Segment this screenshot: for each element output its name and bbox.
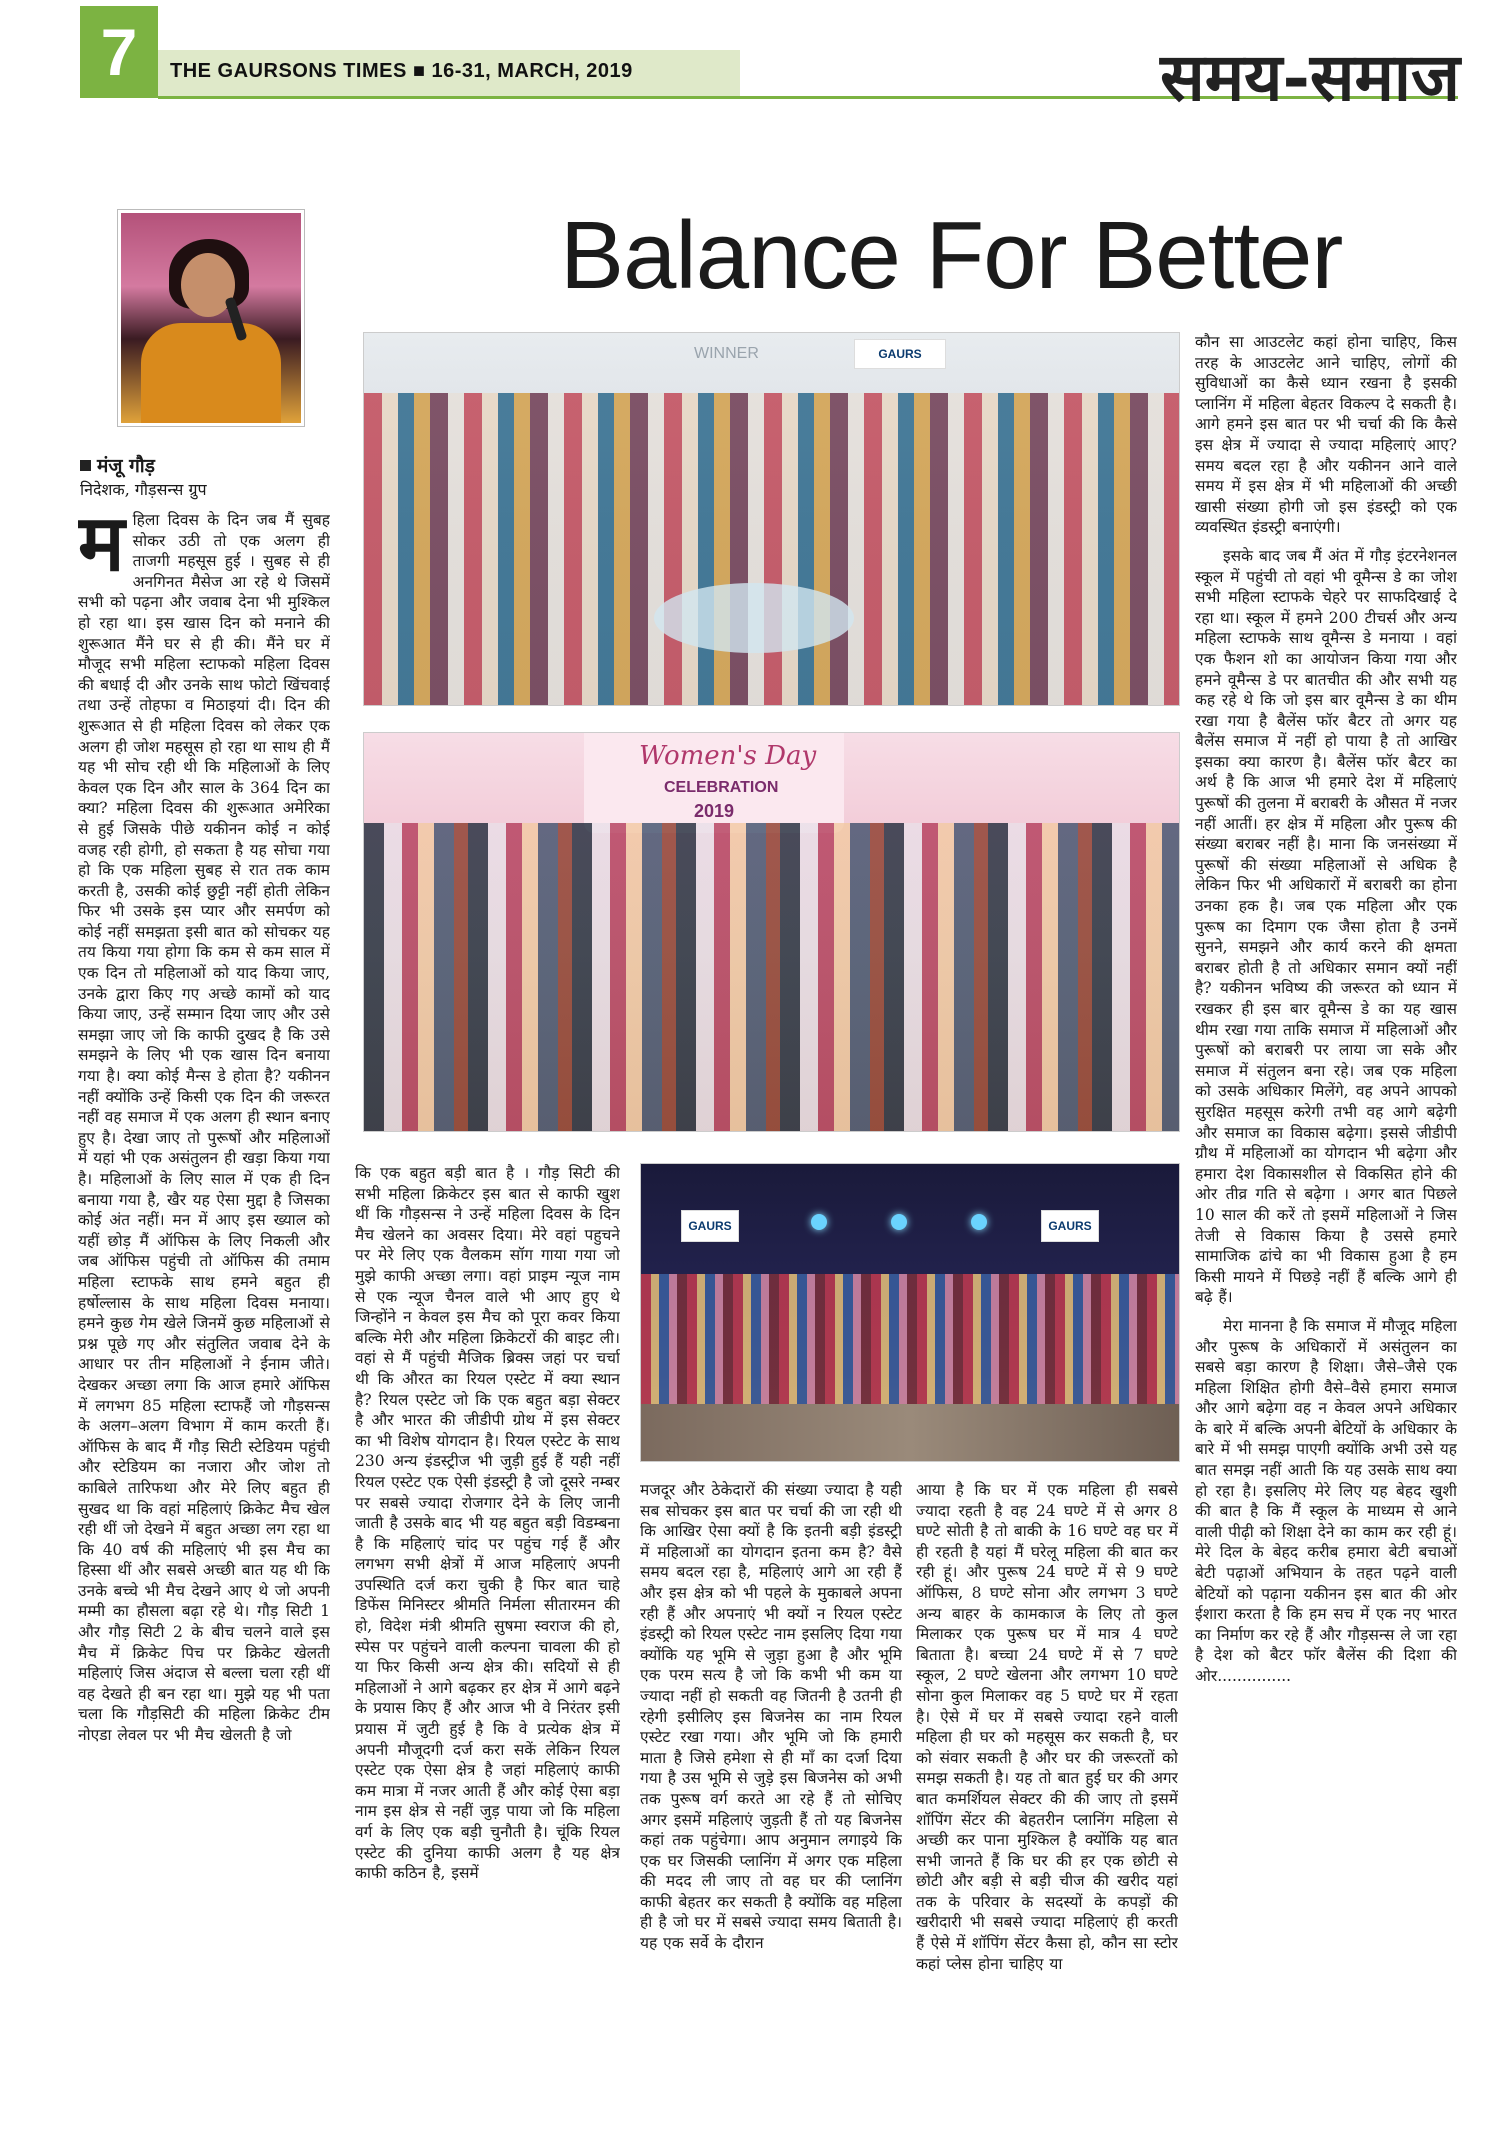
paragraph: मेरा मानना है कि समाज में मौजूद महिला और पुरूष के अधिकारों में असंतुलन का सबसे बड़ा कारण है शिक्षा। जैसे–जैसे एक महिला शिक्षित होगी वैसे–वैसे हमारा समाज और आगे बढ़ेगा वह न केवल अपने अधिकार के बारे में बल्कि अपनी बेटियों के अधिकार के बारे में भी समझ पाएगी क्योंकि अभी उसे यह बात समझ नहीं आती कि यह उसके साथ क्या हो रहा है। इसलिए मेरे लिए यह बेहद खुशी की बात है कि मैं स्कूल के माध्यम से आने वाली पीढ़ी को शिक्षा देने का काम कर रही हूं। मेरे दिल के बेहद करीब हमारा बेटी बचाओं बेटी पढ़ाओं अभियान के तहत पढ़ने वाली बेटियों को पढ़ाना यकीनन इस बात की ओर ईशारा करता है कि हम सच में एक नए भारत का निर्माण कर रहे हैं और गौड़सन्स ले जा रहा है देश को बैटर फॉर बैलेंस की दिशा की ओर............... (1195, 1316, 1457, 1685)
paragraph: कौन सा आउटलेट कहां होना चाहिए, किस तरह के आउटलेट आने चाहिए, लोगों की सुविधाओं का कैसे ध्यान रखना है इसकी प्लानिंग में महिला बेहतर विकल्प दे सकती है। आगे हमने इस बात पर भी चर्चा की कि कैसे इस क्षेत्र में ज्यादा से ज्यादा महिलाएं आए? समय बदल रहा है और यकीनन आने वाले समय में इस क्षेत्र में भी महिलाओं की अच्छी खासी संख्या होगी जो इस इंडस्ट्री को एक व्यवस्थित इंडस्ट्री बनाएंगी। (1195, 333, 1457, 537)
group-photo-event-hall (640, 1163, 1180, 1462)
article-column-5 (1195, 332, 1457, 2125)
author-role: निदेशक, गौड़सन्स ग्रुप (80, 480, 207, 499)
author-name: मंजू गौड़ (80, 452, 155, 478)
masthead-title: THE GAURSONS TIMES ■ 16-31, MARCH, 2019 (170, 60, 633, 82)
photo3-logo-right: GAURS (1041, 1210, 1099, 1242)
page-number: 7 (80, 6, 158, 98)
stage-light (891, 1214, 907, 1230)
group-photo-office (363, 332, 1180, 706)
paragraph: कि एक बहुत बड़ी बात है । गौड़ सिटी की सभी महिला क्रिकेटर इस बात से काफी खुश थीं कि गौड़सन्स ने उन्हें महिला दिवस के दिन मैच खेलने का अवसर दिया। मेरे वहां पहुचने पर मेरे लिए एक वैलकम सॉग गाया गया जो मुझे काफी अच्छा लगा। वहां प्राइम न्यूज नाम से एक न्यूज चैनल वाले भी आए हुए थे जिन्होंने न केवल इस मैच को पूरा कवर किया बल्कि मेरी और महिला क्रिकेटरों की बाइट ली। वहां से मैं पहुंची मैजिक ब्रिक्स जहां पर चर्चा थी कि औरत का रियल एस्टेट में क्या स्थान है? रियल एस्टेट जो कि एक बहुत बड़ा सेक्टर है और भारत की जीडीपी ग्रोथ में इस सेक्टर का भी विशेष योगदान है। रियल एस्टेट के साथ 230 अन्य इंडस्ट्रीज भी जुड़ी हुई हैं यही नहीं रियल एस्टेट एक ऐसी इंडस्ट्री है जो दूसरे नम्बर पर सबसे ज्यादा रोजगार देने के लिए जानी जाती है उसके बाद भी यह बहुत बड़ी विडम्बना है कि महिलाएं चांद पर पहुंच गई हैं और लगभग सभी क्षेत्रों में आज महिलाएं अपनी उपस्थिति दर्ज करा चुकी है फिर बात चाहे डिफेंस मिनिस्टर श्रीमति निर्मला सीतारमन की हो, विदेश मंत्री श्रीमति सुषमा स्वराज की हो, स्पेस पर पहुंचने वाली कल्पना चावला की हो या फिर किसी अन्य क्षेत्र की। सदियों से ही महिलाओं ने आगे बढ़कर हर क्षेत्र में आगे बढ़ने के प्रयास किए हैं और आज भी वे निरंतर इसी प्रयास में जुटी हुई है कि वे प्रत्येक क्षेत्र में अपनी मौजूदगी दर्ज करा सकें लेकिन रियल एस्टेट एक ऐसा क्षेत्र है जहां महिलाएं काफी कम मात्रा में नजर आती हैं और कोई ऐसा बड़ा नाम इस क्षेत्र से नहीं जुड़ पाया जो कि महिला वर्ग के लिए एक बड़ी चुनौती है। चूंकि रियल एस्टेट की दुनिया काफी अलग है यह क्षेत्र काफी कठिन है, इसमें (355, 1164, 620, 1883)
paragraph: हिला दिवस के दिन जब मैं सुबह सोकर उठी तो एक अलग ही ताजगी महसूस हुई । सुबह से ही अनगिनत मैसेज आ रहे थे जिसमें सभी को पढ़ना और जवाब देना भी मुश्किल हो रहा था। इस खास दिन को मनाने की शुरूआत मैंने घर से ही की। मैंने घर में मौजूद सभी महिला स्टाफको महिला दिवस की बधाई दी और उनके साथ फोटो खिंचवाई तथा उन्हें तोहफा व मिठाइयां दी। दिन की शुरूआत से ही महिला दिवस को लेकर एक अलग ही जोश महसूस हो रहा था साथ ही मैं यह भी सोच रही थी कि महिलाओं के लिए केवल एक दिन और साल के 364 दिन का क्या? महिला दिवस की शुरूआत अमेरिका से हुई जिसके पीछे यकीनन कोई न कोई वजह रही होगी, हो सकता है यह सोचा गया हो कि एक महिला सुबह से रात तक काम करती है, उसकी कोई छुट्टी नहीं होती लेकिन फिर भी उसके इस प्यार और समर्पण को कोई नहीं समझता इसी बात को सोचकर यह तय किया गया होगा कि कम से कम साल में एक दिन तो महिलाओं को याद किया जाए, उनके द्वारा किए गए अच्छे कामों को याद किया जाए, उन्हें सम्मान दिया जाए और उसे समझा जाए जो कि काफी दुखद है कि उसे समझने के लिए भी एक खास दिन बनाया गया है। क्या कोई मैन्स डे होता है? यकीनन नहीं क्योंकि उन्हें किसी एक दिन की जरूरत नहीं वह समाज में एक अलग ही स्थान बनाए हुए है। देखा जाए तो पुरूषों और महिलाओं में यहां भी एक असंतुलन ही खड़ा किया गया है। महिलाओं के लिए साल में एक ही दिन बनाया गया है, खैर यह ऐसा मुद्दा है जिसका कोई अंत नहीं। मन में आए इस ख्याल को यहीं छोड़ मैं ऑफिस के लिए निकली और जब ऑफिस पहुंची तो ऑफिस की तमाम महिला स्टाफके साथ हमने बहुत ही हर्षोल्लास के साथ महिला दिवस मनाया। हमने कुछ गेम खेले जिनमें कुछ महिलाओं से प्रश्न पूछे गए और संतुलित जवाब देने के आधार पर तीन महिलाओं ने ईनाम जीते। देखकर अच्छा लगा कि आज हमारे ऑफिस में लगभग 85 महिला स्टाफहैं जो गौड़सन्स के अलग–अलग विभाग में काम करती हैं। ऑफिस के बाद मैं गौड़ सिटी स्टेडियम पहुंची और स्टेडियम का नजारा और जोश तो काबिले तारिफथा और मेरे लिए बहुत ही सुखद था कि वहां महिलाएं क्रिकेट मैच खेल रही थीं जो देखने में बहुत अच्छा लग रहा था कि 40 वर्ष की महिलाएं भी इस मैच का हिस्सा थीं और सबसे अच्छी बात यह थी कि उनके बच्चे भी मैच देखने आए थे जो अपनी मम्मी का हौसला बढ़ा रहे थे। गौड़ सिटी 1 और गौड़ सिटी 2 के बीच चलने वाले इस मैच में क्रिकेट पिच पर क्रिकेट खेलती महिलाएं जिस अंदाज से बल्ला चला रही थीं वह देखते ही बन रहा था। मुझे यह भी पता चला कि गौड़सिटी की महिला क्रिकेट टीम नोएडा लेवल पर भी मैच खेलती है जो (78, 511, 330, 1745)
photo1-logo: GAURS (854, 339, 946, 369)
article-column-3 (640, 1480, 902, 2125)
section-title: समय-समाज (1160, 38, 1460, 116)
article-column-1 (78, 510, 330, 2125)
photo3-logo-left: GAURS (681, 1210, 739, 1242)
paragraph: मजदूर और ठेकेदारों की संख्या ज्यादा है यही सब सोचकर इस बात पर चर्चा की जा रही थी कि आखिर ऐसा क्यों है कि इतनी बड़ी इंडस्ट्री में महिलाओं का योगदान इतना कम है? वैसे समय बदल रहा है, महिलाएं आगे आ रही हैं और इस क्षेत्र को भी पहले के मुकाबले अपना रही हैं और अपनाएं भी क्यों न रियल एस्टेट इंडस्ट्री को रियल एस्टेट नाम इसलिए दिया गया क्योंकि यह भूमि से जुड़ा हुआ है और भूमि एक परम सत्य है जो कि कभी भी कम या ज्यादा नहीं हो सकती वह जितनी है उतनी ही रहेगी इसीलिए इस बिजनेस का नाम रियल एस्टेट रखा गया। और भूमि जो कि हमारी माता है जिसे हमेशा से ही माँ का दर्जा दिया गया है उस भूमि से जुड़े इस बिजनेस को अभी तक पुरूष वर्ग करते आ रहे हैं तो सोचिए अगर इसमें महिलाएं जुड़ती हैं तो यह बिजनेस कहां तक पहुंचेगा। आप अनुमान लगाइये कि एक घर जिसकी प्लानिंग में अगर एक महिला की मदद ली जाए तो वह घर की प्लानिंग काफी बेहतर कर सकती है क्योंकि वह महिला ही है जो घर में सबसे ज्यादा समय बिताती है। यह एक सर्वे के दौरान (640, 1481, 902, 1953)
author-photo (118, 210, 304, 426)
photo2-banner-title: Women's Day (639, 741, 817, 771)
photo2-banner-year: 2019 (694, 801, 735, 821)
photo2-banner-subtitle: CELEBRATION (664, 779, 779, 796)
article-column-2 (355, 1163, 620, 2125)
group-photo-celebration (363, 732, 1180, 1132)
stage-light (971, 1214, 987, 1230)
paragraph: इसके बाद जब मैं अंत में गौड़ इंटरनेशनल स्कूल में पहुंची तो वहां भी वूमैन्स डे का जोश सभी महिला स्टाफके चेहरे पर साफदिखाई दे रहा था। स्कूल में हमने 200 टीचर्स और अन्य महिला स्टाफके साथ वूमैन्स डे मनाया । वहां एक फैशन शो का आयोजन किया गया और हमने वूमैन्स डे पर बातचीत की और सभी यह कह रहे थे कि जो इस बार वूमैन्स डे का थीम रखा गया है बैलेंस फॉर बैटर तो अगर यह बैलेंस समाज में नहीं हो पाया है तो आखिर इसका क्या कारण है। बैलेंस फॉर बैटर का अर्थ है कि आज भी हमारे देश में महिलाएं पुरूषों की तुलना में बराबरी के औसत में नजर नहीं आतीं। हर क्षेत्र में महिला और पुरूष की संख्या बराबर नहीं है। माना कि जनसंख्या में पुरूषों की संख्या महिलाओं से अधिक है लेकिन फिर भी अधिकारों में बराबरी का होना उनका हक है। जब एक महिला और एक पुरूष का दिमाग एक जैसा होता है उनमें सुनने, समझने और कार्य करने की क्षमता बराबर होती है तो अधिकार समान क्यों नहीं है? यकीनन भविष्य की जरूरत को ध्यान में रखकर ही इस बार वूमैन्स डे का यह खास थीम रखा गया ताकि समाज में महिलाओं और पुरूषों को बराबरी पर लाया जा सके और समाज में संतुलन बना रहे। जब एक महिला को उसके अधिकार मिलेंगे, वह अपने आपको सुरक्षित महसूस करेगी तभी वह आगे बढ़ेगी और समाज का विकास बढ़ेगा। इससे जीडीपी ग्रौथ में महिलाओं का योगदान भी बढ़ेगा और हमारा देश विकासशील से विकसित होने की ओर तीव्र गति से बढ़ेगा । अगर बात पिछले 10 साल की करें तो इसमें महिलाओं ने जिस तेजी से विकास किया है उससे हमारे सामाजिक ढांचे का भी विकास हुआ है हम किसी मायने में पिछड़े नहीं हैं बल्कि आगे ही बढ़े हैं। (1195, 546, 1457, 1307)
headline: Balance For Better (560, 202, 1343, 309)
article-column-4 (916, 1480, 1178, 2125)
paragraph: आया है कि घर में एक महिला ही सबसे ज्यादा रहती है वह 24 घण्टे में से अगर 8 घण्टे सोती है तो बाकी के 16 घण्टे वह घर में ही रहती है यहां मैं घरेलू महिला की बात कर रही हूं। और पुरूष 24 घण्टे में से 9 घण्टे ऑफिस, 8 घण्टे सोना और लगभग 3 घण्टे अन्य बाहर के कामकाज के लिए तो कुल मिलाकर एक पुरूष घर में मात्र 4 घण्टे बिताता है। बच्चा 24 घण्टे में से 7 घण्टे स्कूल, 2 घण्टे खेलना और लगभग 10 घण्टे सोना कुल मिलाकर वह 5 घण्टे घर में रहता है। ऐसे में घर में सबसे ज्यादा रहने वाली महिला ही घर को महसूस कर सकती है, घर को संवार सकती है और घर की जरूरतों को समझ सकती है। यह तो बात हुई घर की अगर बात कमर्शियल सेक्टर की की जाए तो इसमें शॉपिंग सेंटर की बेहतरीन प्लानिंग महिला से अच्छी कर पाना मुश्किल है क्योंकि यह बात सभी जानते हैं कि घर की हर एक छोटी से छोटी और बड़ी से बड़ी चीज की खरीद यहां तक के परिवार के सदस्यों के कपड़ों की खरीदारी भी सबसे ज्यादा महिलाएं ही करती हैं ऐसे में शॉपिंग सेंटर कैसा हो, कौन सा स्टोर कहां प्लेस होना चाहिए या (916, 1481, 1178, 1973)
photo1-banner: WINNER (694, 345, 759, 362)
stage-light (811, 1214, 827, 1230)
drop-cap: म (78, 510, 125, 589)
